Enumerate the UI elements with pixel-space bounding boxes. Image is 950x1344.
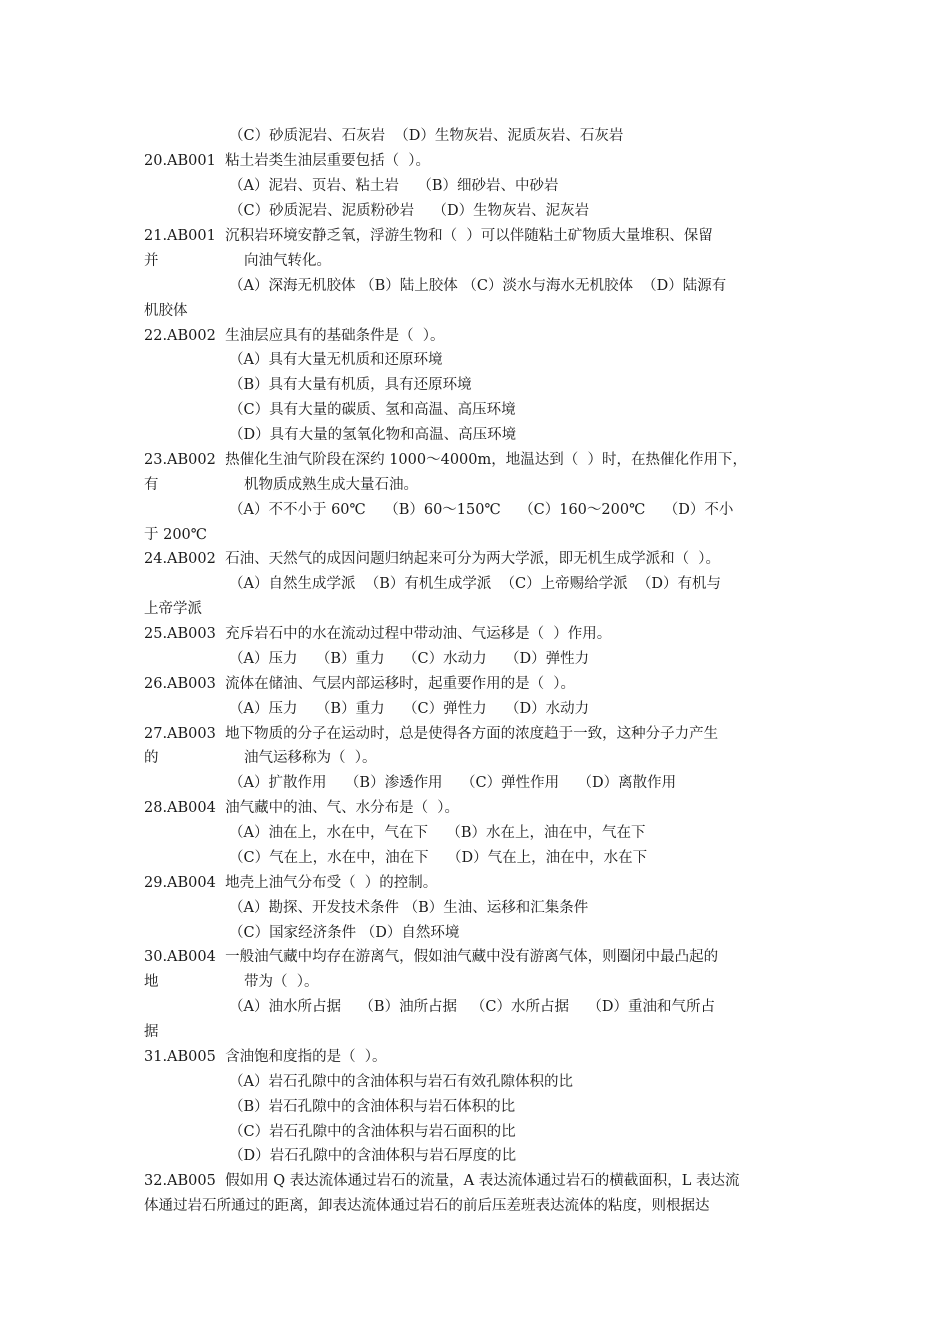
text-line: 据 <box>144 1024 159 1040</box>
text-line: （D）岩石孔隙中的含油体积与岩石厚度的比 <box>229 1148 517 1164</box>
question-24: 24.AB002 石油、天然气的成因问题归纳起来可分为两大学派，即无机生成学派和（ ）。 <box>144 551 721 567</box>
text-line: （A）自然生成学派 （B）有机生成学派 （C）上帝赐给学派 （D）有机与 <box>229 576 721 592</box>
text-line: 体通过岩石所通过的距离，卸表达流体通过岩石的前后压差班表达流体的粘度，则根据达 <box>144 1198 710 1214</box>
text-line: （B）岩石孔隙中的含油体积与岩石体积的比 <box>229 1099 516 1115</box>
text-line: （A）具有大量无机质和还原环境 <box>229 352 443 368</box>
text-line: 机物质成熟生成大量石油。 <box>244 477 418 493</box>
text-line: （C）国家经济条件 （D）自然环境 <box>229 925 460 941</box>
text-line: （A）深海无机胶体 （B）陆上胶体 （C）淡水与海水无机胶体 （D）陆源有 <box>229 278 727 294</box>
text-line: 有 <box>144 477 159 493</box>
text-line: 向油气转化。 <box>244 253 331 269</box>
question-25: 25.AB003 充斥岩石中的水在流动过程中带动油、气运移是（ ）作用。 <box>144 626 612 642</box>
text-line: （D）具有大量的氢氧化物和高温、高压环境 <box>229 427 517 443</box>
question-27: 27.AB003 地下物质的分子在运动时，总是使得各方面的浓度趋于一致，这种分子力产生 <box>144 726 719 742</box>
text-line: （A）油在上，水在中，气在下 （B）水在上，油在中，气在下 <box>229 825 646 841</box>
question-28: 28.AB004 油气藏中的油、气、水分布是（ ）。 <box>144 800 460 816</box>
question-30: 30.AB004 一般油气藏中均存在游离气，假如油气藏中没有游离气体，则圈闭中最凸起的 <box>144 949 719 965</box>
question-32: 32.AB005 假如用 Q 表达流体通过岩石的流量，A 表达流体通过岩石的横截面积，L 表达流 <box>144 1173 740 1189</box>
text-line: （C）砂质泥岩、泥质粉砂岩 （D）生物灰岩、泥灰岩 <box>229 203 590 219</box>
text-line: （A）压力 （B）重力 （C）弹性力 （D）水动力 <box>229 701 590 717</box>
text-line: （C）气在上，水在中，油在下 （D）气在上，油在中，水在下 <box>229 850 648 866</box>
text-line: （C）岩石孔隙中的含油体积与岩石面积的比 <box>229 1124 516 1140</box>
question-23: 23.AB002 热催化生油气阶段在深约 1000～4000m，地温达到（ ）时，在热催化作用下， <box>144 452 747 468</box>
question-20: 20.AB001 粘土岩类生油层重要包括（ ）。 <box>144 153 431 169</box>
text-line: （A）油水所占据 （B）油所占据 （C）水所占据 （D）重油和气所占 <box>229 999 716 1015</box>
question-22: 22.AB002 生油层应具有的基础条件是（ ）。 <box>144 328 445 344</box>
text-line: 油气运移称为（ ）。 <box>244 750 377 766</box>
text-line: 带为（ ）。 <box>244 974 319 990</box>
text-line: （A）不不小于 60℃ （B）60～150℃ （C）160～200℃ （D）不小 <box>229 502 734 518</box>
text-line: 机胶体 <box>144 303 188 319</box>
question-21: 21.AB001 沉积岩环境安静乏氧，浮游生物和（ ）可以伴随粘土矿物质大量堆积、保留 <box>144 228 713 244</box>
text-line: 地 <box>144 974 159 990</box>
text-line: （A）压力 （B）重力 （C）水动力 （D）弹性力 <box>229 651 590 667</box>
text-line: 的 <box>144 750 159 766</box>
question-31: 31.AB005 含油饱和度指的是（ ）。 <box>144 1049 387 1065</box>
text-line: （A）勘探、开发技术条件 （B）生油、运移和汇集条件 <box>229 900 589 916</box>
text-line: 上帝学派 <box>144 601 202 617</box>
question-29: 29.AB004 地壳上油气分布受（ ）的控制。 <box>144 875 438 891</box>
text-line: （B）具有大量有机质，具有还原环境 <box>229 377 472 393</box>
text-line: 并 <box>144 253 159 269</box>
text-line: （A）扩散作用 （B）渗透作用 （C）弹性作用 （D）离散作用 <box>229 775 677 791</box>
text-line: （A）岩石孔隙中的含油体积与岩石有效孔隙体积的比 <box>229 1074 573 1090</box>
text-line: 于 200℃ <box>144 527 208 543</box>
text-line: （C）砂质泥岩、石灰岩 （D）生物灰岩、泥质灰岩、石灰岩 <box>229 128 624 144</box>
text-line: （A）泥岩、页岩、粘土岩 （B）细砂岩、中砂岩 <box>229 178 559 194</box>
text-line: （C）具有大量的碳质、氢和高温、高压环境 <box>229 402 516 418</box>
question-26: 26.AB003 流体在储油、气层内部运移时，起重要作用的是（ ）。 <box>144 676 576 692</box>
